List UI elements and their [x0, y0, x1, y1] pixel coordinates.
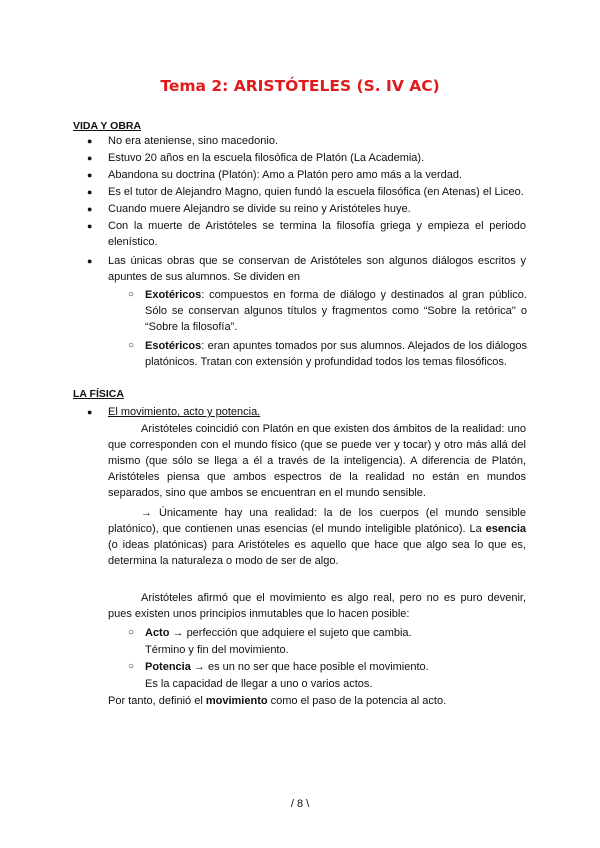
paragraph: Aristóteles coincidió con Platón en que existen dos ámbitos de la realidad: uno que corresponden con el mundo físico (que se puede ver y tocar) y otro más allá del mismo (que sólo se llega a él a través de la inteligencia). A diferencia de Platón, Aristóteles piensa que ambos espectros de la realidad no están en mundos separados, sino que ambos se encuentran en el mundo sensible.: [108, 423, 526, 499]
definition-potencia: [145, 659, 429, 675]
term: movimiento: [205, 695, 268, 707]
definition: : eran apuntes tomados por sus alumnos. Alejados de los diálogos platónicos. Tratan con extensión y profundidad todos los temas filosóficos.: [145, 340, 527, 368]
term: esencia: [485, 523, 526, 535]
definition-potencia-line2: Es la capacidad de llegar a uno o varios actos.: [145, 678, 373, 690]
paragraph-text: como el paso de la potencia al acto.: [267, 695, 447, 707]
bullet: ●: [87, 407, 93, 417]
definition-acto-line2: Término y fin del movimiento.: [145, 644, 289, 656]
term: Esotéricos: [145, 340, 202, 352]
sub-list-item-exotericos: [145, 287, 527, 335]
sub-bullet: ○: [128, 289, 135, 300]
sub-bullet: ○: [128, 340, 135, 351]
list-item: Cuando muere Alejandro se divide su reino y Aristóteles huye.: [108, 203, 411, 215]
list-item: No era ateniense, sino macedonio.: [108, 135, 278, 147]
definition: : compuestos en forma de diálogo y destinados al gran público. Sólo se conservan algunos títulos y fragmentos como “Sobre la retórica'' o “Sobre la filosofía”.: [145, 289, 527, 333]
bullet: ●: [87, 153, 93, 163]
paragraph: [108, 693, 526, 709]
list-item: Abandona su doctrina (Platón): Amo a Platón pero amo más a la verdad.: [108, 169, 463, 181]
paragraph-text: (o ideas platónicas) para Aristóteles es aquello que hace que algo sea lo que es, determina la naturaleza o modo de ser de algo.: [108, 539, 526, 567]
definition-acto: [145, 625, 412, 641]
bullet: ●: [87, 256, 93, 266]
page-title: Tema 2: ARISTÓTELES (S. IV AC): [160, 77, 440, 95]
bullet: ●: [87, 187, 93, 197]
paragraph: Aristóteles afirmó que el movimiento es algo real, pero no es puro devenir, pues existen unos principios inmutables que lo hacen posible:: [108, 592, 526, 620]
paragraph: [108, 505, 526, 569]
list-item: [108, 404, 526, 420]
definition: → es un no ser que hace posible el movimiento.: [190, 661, 429, 673]
bullet: ●: [87, 204, 93, 214]
list-item: Estuvo 20 años en la escuela filosófica de Platón (La Academia).: [108, 152, 425, 164]
list-item: Con la muerte de Aristóteles se termina la filosofía griega y empieza el periodo elenístico.: [108, 220, 526, 248]
term: Potencia: [145, 661, 191, 673]
subheading: El movimiento, acto y potencia.: [108, 406, 261, 418]
paragraph-text: → Únicamente hay una realidad: la de los cuerpos (el mundo sensible platónico), que contienen unas esencias (el mundo inteligible platónico). La: [108, 507, 526, 535]
list-item: Es el tutor de Alejandro Magno, quien fundó la escuela filosófica (en Atenas) el Liceo.: [108, 186, 524, 198]
term: Acto: [145, 627, 170, 639]
definition: → perfección que adquiere el sujeto que cambia.: [169, 627, 412, 639]
page-number: / 8 \: [290, 798, 310, 810]
sub-bullet: ○: [128, 661, 135, 672]
paragraph-text: Por tanto, definió el: [108, 695, 206, 707]
bullet: ●: [87, 221, 93, 231]
list-item: Las únicas obras que se conservan de Aristóteles son algunos diálogos escritos y apuntes de sus alumnos. Se dividen en: [108, 255, 526, 283]
sub-bullet: ○: [128, 627, 135, 638]
bullet: ●: [87, 170, 93, 180]
sub-list-item-esotericos: [145, 338, 527, 370]
section-heading-vida: VIDA Y OBRA: [73, 120, 142, 132]
section-heading-fisica: LA FÍSICA: [73, 388, 124, 400]
bullet: ●: [87, 136, 93, 146]
term: Exotéricos: [145, 289, 202, 301]
